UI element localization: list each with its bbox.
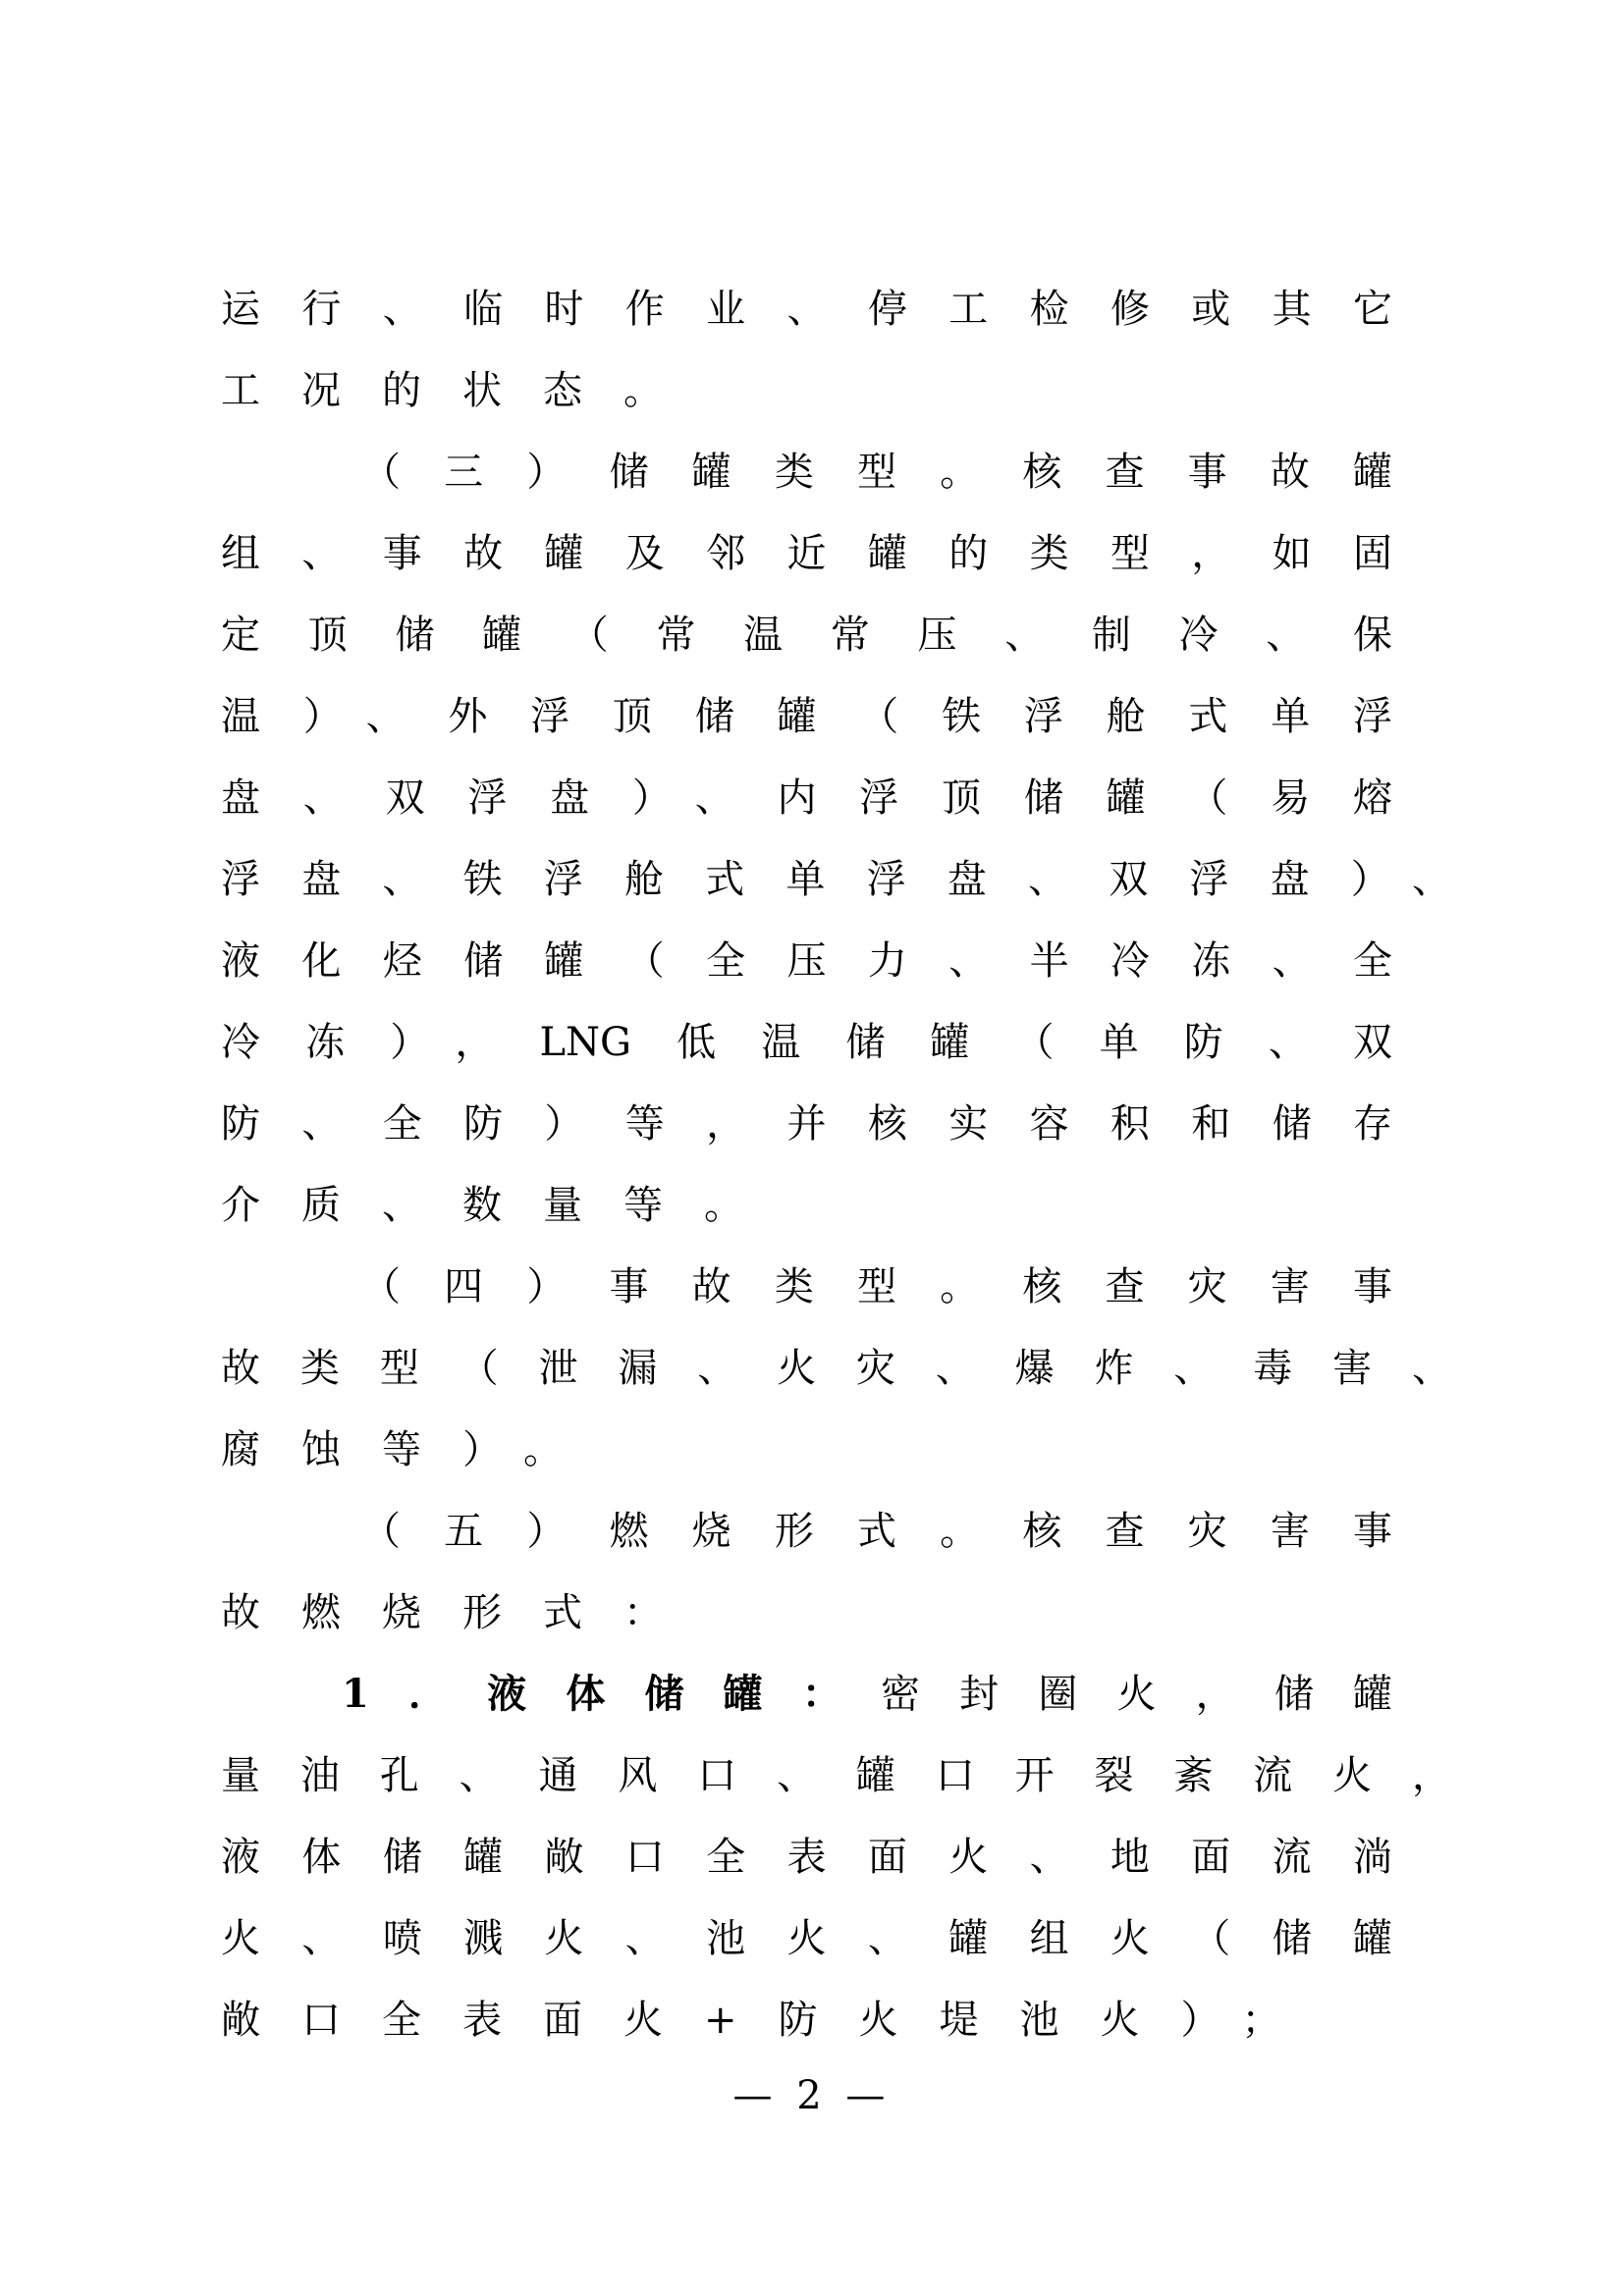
text-line: 冷冻），LNG低温储罐（单防、双 <box>221 1020 1392 1065</box>
item-heading: 液体储罐： <box>487 1671 882 1717</box>
text-line: 温）、外浮顶储罐（铁浮舱式单浮 <box>221 694 1392 739</box>
text-line: 液体储罐敞口全表面火、地面流淌 <box>221 1835 1392 1880</box>
section-heading-line: （三）储罐类型。核查事故罐 <box>361 450 1392 495</box>
text-line: 浮盘、铁浮舱式单浮盘、双浮盘）、 <box>221 857 1451 902</box>
text-line: 火、喷溅火、池火、罐组火（储罐 <box>221 1916 1392 1961</box>
text-line: 工况的状态。 <box>221 368 704 413</box>
item-number: 1． <box>342 1671 488 1717</box>
text-line: 故类型（泄漏、火灾、爆炸、毒害、 <box>221 1346 1451 1391</box>
text-line: 防、全防）等，并核实容积和储存 <box>221 1101 1392 1147</box>
text-line: 盘、双浮盘）、内浮顶储罐（易熔 <box>221 775 1392 821</box>
text-line: 介质、数量等。 <box>221 1183 785 1228</box>
page-number: — 2 — <box>732 2073 892 2118</box>
text-line: 敞口全表面火+防火堤池火）； <box>221 1998 1323 2043</box>
text-line: 定顶储罐（常温常压、制冷、保 <box>221 613 1392 658</box>
text-line: 量油孔、通风口、罐口开裂紊流火， <box>221 1753 1451 1798</box>
text-line: 故燃烧形式： <box>221 1590 704 1635</box>
text-line: 液化烃储罐（全压力、半冷冻、全 <box>221 938 1392 984</box>
text-line: 腐蚀等）。 <box>221 1427 604 1472</box>
item-heading-line <box>342 1667 1392 1722</box>
section-heading-line: （五）燃烧形式。核查灾害事 <box>361 1509 1392 1554</box>
text-line: 运行、临时作业、停工检修或其它 <box>221 287 1392 332</box>
section-heading-line: （四）事故类型。核查灾害事 <box>361 1264 1392 1309</box>
text-line: 组、事故罐及邻近罐的类型，如固 <box>221 531 1392 576</box>
item-text: 密封圈火，储罐 <box>881 1672 1393 1717</box>
